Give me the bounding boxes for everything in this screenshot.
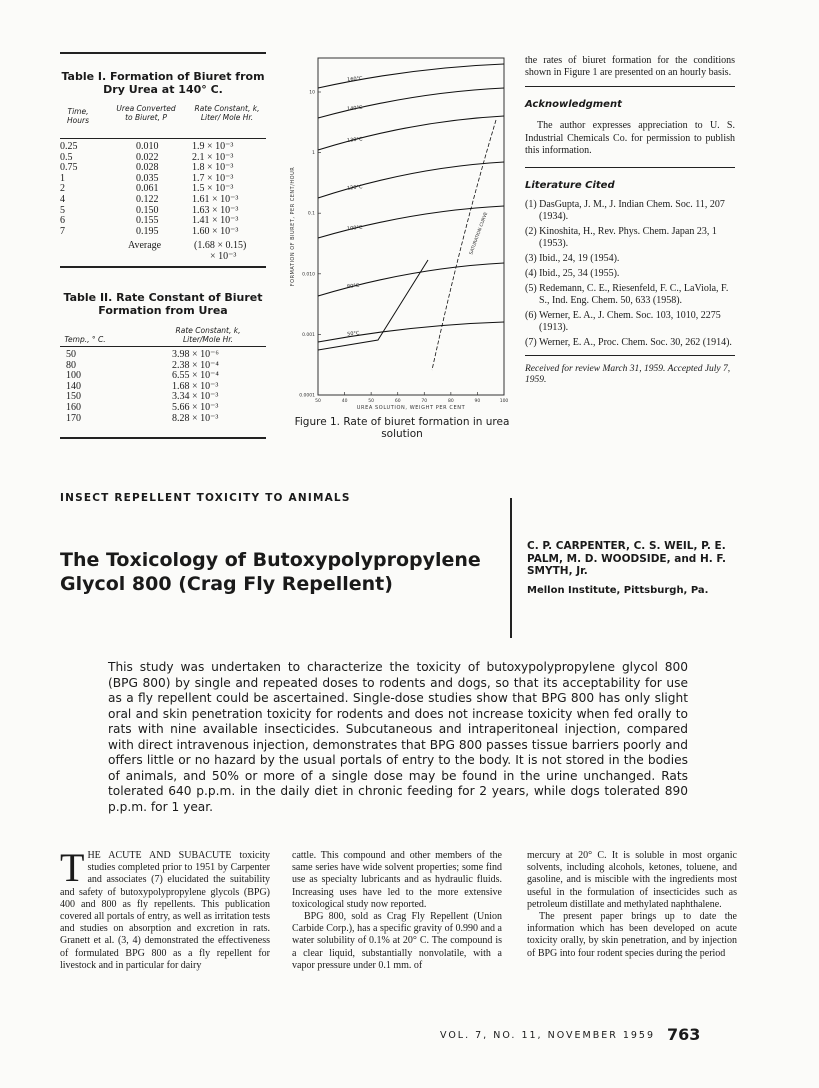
t2-cell: 170 xyxy=(66,412,81,424)
body-col3-para1: mercury at 20° C. It is soluble in most organic solvents, including alcohols, ketones, toluene, and gasoline, and is miscible with the ingredients most useful in the formulation of insecticides such as petroleum distillate and methylated naphthalene. xyxy=(527,850,737,910)
y-tick-label: 0.010 xyxy=(302,272,315,278)
t1-cell: 1.61 × 10⁻³ xyxy=(192,193,239,205)
t2-cell: 160 xyxy=(66,401,81,413)
article-affiliation: Mellon Institute, Pittsburgh, Pa. xyxy=(527,585,709,596)
curve-label: 140°C xyxy=(346,104,363,113)
table2-title: Table II. Rate Constant of Biuret Formation from Urea xyxy=(63,291,263,317)
t1-cell: 0.150 xyxy=(136,204,159,216)
t1-cell: 0.195 xyxy=(136,225,159,237)
t1-row xyxy=(60,163,266,174)
table1-average-exp: × 10⁻³ xyxy=(210,251,237,262)
t1-cell: 1.60 × 10⁻³ xyxy=(192,225,239,237)
t1-row xyxy=(60,153,266,164)
t1-cell: 2.1 × 10⁻³ xyxy=(192,151,234,163)
t1-cell: 0.061 xyxy=(136,183,159,195)
y-tick-label: 0.0001 xyxy=(299,393,315,399)
curve-label: 100°C xyxy=(346,224,363,233)
t2-row xyxy=(60,382,266,393)
table1-average-label: Average xyxy=(128,240,162,251)
x-tick-label: 40 xyxy=(341,399,348,404)
article-authors: C. P. CARPENTER, C. S. WEIL, P. E. PALM, M. D. WOODSIDE, and H. F. SMYTH, Jr. xyxy=(527,540,727,577)
t2-row xyxy=(60,392,266,403)
table2-header-rate: Rate Constant, k, Liter/Mole Hr. xyxy=(175,326,241,344)
t1-cell: 0.75 xyxy=(60,162,78,174)
t1-cell: 7 xyxy=(60,225,65,237)
temperature-curve xyxy=(318,162,504,198)
right-intro-text: the rates of biuret formation for the conditions shown in Figure 1 are presented on an hourly basis. xyxy=(525,55,735,79)
table1-header-urea: Urea Converted to Biuret, P xyxy=(116,104,176,122)
t2-row xyxy=(60,361,266,372)
body-column-3 xyxy=(527,850,737,960)
figure1-caption: Figure 1. Rate of biuret formation in urea solution xyxy=(294,416,510,440)
t1-cell: 0.5 xyxy=(60,151,73,163)
t1-cell: 1.8 × 10⁻³ xyxy=(192,162,234,174)
table1-body xyxy=(60,142,266,237)
article-title-line2: Glycol 800 (Crag Fly Repellent) xyxy=(60,573,393,595)
t1-cell: 1.63 × 10⁻³ xyxy=(192,204,239,216)
table1-title: Table I. Formation of Biuret from Dry Urea at 140° C. xyxy=(61,70,265,96)
table2-body xyxy=(60,350,266,424)
table1-top-rule xyxy=(60,52,266,54)
table1-bottom-rule xyxy=(60,266,266,268)
t2-cell: 80 xyxy=(66,359,76,371)
x-tick-label: 50 xyxy=(368,399,375,404)
curve-label: 120°C xyxy=(346,184,363,192)
x-tick-label: 60 xyxy=(394,399,401,404)
t1-cell: 1.9 × 10⁻³ xyxy=(192,141,234,152)
t1-cell: 0.155 xyxy=(136,215,159,227)
page-number: 763 xyxy=(667,1025,701,1044)
received-note: Received for review March 31, 1959. Accepted July 7, 1959. xyxy=(525,364,731,386)
curve-label: 50°C xyxy=(346,330,360,338)
t2-row xyxy=(60,403,266,414)
t2-cell: 2.38 × 10⁻⁴ xyxy=(172,359,219,371)
curve-label: 130°C xyxy=(346,136,363,144)
x-tick-label: 50 xyxy=(315,399,321,404)
body-column-2 xyxy=(292,850,502,972)
t2-cell: 5.66 × 10⁻³ xyxy=(172,401,219,413)
x-tick-label: 90 xyxy=(474,399,481,404)
t1-cell: 4 xyxy=(60,193,65,205)
y-axis-label: FORMATION OF BIURET, PER CENT/HOUR xyxy=(290,166,296,287)
t2-cell: 1.68 × 10⁻³ xyxy=(172,380,219,392)
t1-cell: 0.010 xyxy=(136,141,159,152)
figure1-chart xyxy=(282,50,512,415)
temperature-curve xyxy=(318,322,504,342)
reference-item: (4) Ibid., 25, 34 (1955). xyxy=(525,268,620,280)
table2-header-temp: Temp., ° C. xyxy=(64,335,106,344)
t1-row xyxy=(60,174,266,185)
t1-row xyxy=(60,142,266,153)
x-tick-label: 100 xyxy=(499,399,509,404)
reference-item: (2) Kinoshita, H., Rev. Phys. Chem. Japan 23, 1 (1953). xyxy=(525,226,717,250)
t1-cell: 1.41 × 10⁻³ xyxy=(192,215,239,227)
body-col1-text: HE ACUTE AND SUBACUTE toxicity studies completed prior to 1951 by Carpenter and associates (7) elucidated the suitability and safety of butoxypolypropylene glycols (BPG) 400 and 800 as fly repellents. This publication covered all portals of entry, as well as irritation tests and studies on absorption and excretion in rats. Granett et al. (3, 4) demonstrated the effectiveness of formulated BPG 800 as a fly repellent for livestock and in particular for dairy xyxy=(60,850,270,971)
t2-row xyxy=(60,371,266,382)
y-tick-label: 1 xyxy=(312,151,315,157)
x-tick-label: 70 xyxy=(421,399,428,404)
table1-header-time: Time, Hours xyxy=(67,107,89,125)
dropcap-letter: T xyxy=(60,845,85,890)
t2-cell: 6.55 × 10⁻⁴ xyxy=(172,370,219,382)
curve-label: 160°C xyxy=(346,75,363,84)
temperature-curve xyxy=(318,88,504,118)
t1-row xyxy=(60,195,266,206)
t2-cell: 50 xyxy=(66,349,76,360)
article-title xyxy=(60,548,481,596)
temperature-curve xyxy=(318,263,504,296)
t1-cell: 0.122 xyxy=(136,193,159,205)
reference-item: (7) Werner, E. A., Proc. Chem. Soc. 30, 262 (1914). xyxy=(525,337,732,349)
acknowledgment-text: The author expresses appreciation to U. S. Industrial Chemicals Co. for permission to publish this information. xyxy=(525,120,735,156)
section-heading: INSECT REPELLENT TOXICITY TO ANIMALS xyxy=(60,492,351,504)
table2-header-rule xyxy=(60,346,266,347)
reference-list xyxy=(525,199,735,349)
table1-average-value: (1.68 × 0.15) xyxy=(194,240,247,251)
header-divider xyxy=(510,498,512,638)
t1-cell: 6 xyxy=(60,215,65,227)
x-tick-label: 80 xyxy=(447,399,454,404)
t1-cell: 1.7 × 10⁻³ xyxy=(192,172,234,184)
y-tick-label: 0.1 xyxy=(307,211,315,217)
t1-cell: 0.25 xyxy=(60,141,78,152)
body-col2-para2: BPG 800, sold as Crag Fly Repellent (Union Carbide Corp.), has a specific gravity of 0.990 and a water solubility of 0.1% at 20° C. The compound is a clear liquid, substantially nonvolatile, with a vapor pressure under 0.1 mm. of xyxy=(292,911,502,971)
t2-row xyxy=(60,350,266,361)
reference-item: (1) DasGupta, J. M., J. Indian Chem. Soc. 11, 207 (1934). xyxy=(525,199,725,223)
t1-cell: 5 xyxy=(60,204,65,216)
t2-cell: 100 xyxy=(66,370,81,382)
y-tick-label: 0.001 xyxy=(302,332,315,338)
t1-row xyxy=(60,227,266,238)
t1-cell: 0.022 xyxy=(136,151,159,163)
saturation-curve-label: SATURATION CURVE xyxy=(469,211,490,256)
y-tick-label: 10 xyxy=(309,90,315,96)
article-abstract: This study was undertaken to characterize the toxicity of butoxypolypropylene glycol 800 (BPG 800) by single and repeated doses to rodents and dogs, so that its acceptability for use as a fly repellent could be ascertained. Single-dose studies show that BPG 800 has only slight oral and skin penetration toxicity for rodents and does not increase toxicity when fed orally to rats with nine available insecticides. Subcutaneous and intraperitoneal injection, compared with direct intravenous injection, demonstrates that BPG 800 passes tissue barriers poorly and offers little or no hazard by the usual portals of entry to the body. It is not stored in the bodies of animals, and 50% or more of a single dose may be found in the urine unchanged. Rats tolerated 640 p.p.m. in the daily diet in chronic feeding for 2 years, while dogs tolerated 890 p.p.m. for 1 year. xyxy=(108,660,688,814)
t2-cell: 140 xyxy=(66,380,81,392)
curve-label: 80°C xyxy=(346,282,360,291)
table1-header-rate: Rate Constant, k, Liter/ Mole Hr. xyxy=(194,104,260,122)
t1-cell: 0.028 xyxy=(136,162,159,174)
body-col2-para1: cattle. This compound and other members of the same series have wide solvent properties; some find use as specialty lubricants and as hydraulic fluids. Increasing uses have led to the more extensive toxicological study now reported. xyxy=(292,850,502,910)
reference-item: (6) Werner, E. A., J. Chem. Soc. 103, 1010, 2275 (1913). xyxy=(525,310,721,334)
t2-cell: 8.28 × 10⁻³ xyxy=(172,412,219,424)
t2-cell: 3.34 × 10⁻³ xyxy=(172,391,219,403)
t1-cell: 2 xyxy=(60,183,65,195)
acknowledgment-heading: Acknowledgment xyxy=(525,99,622,111)
t1-cell: 1.5 × 10⁻³ xyxy=(192,183,234,195)
t1-cell: 1 xyxy=(60,172,65,184)
reference-item: (5) Redemann, C. E., Riesenfeld, F. C., LaViola, F. S., Ind. Eng. Chem. 50, 633 (1958). xyxy=(525,283,729,307)
article-title-line1: The Toxicology of Butoxypolypropylene xyxy=(60,549,481,571)
t2-cell: 150 xyxy=(66,391,81,403)
right-intro-rule xyxy=(525,86,735,87)
literature-cited-heading: Literature Cited xyxy=(525,180,615,192)
body-col3-para2: The present paper brings up to date the information which has been developed on acute toxicity orally, by skin penetration, and by injection of BPG into four rodent species during the period xyxy=(527,911,737,959)
x-axis-label: UREA SOLUTION, WEIGHT PER CENT xyxy=(356,405,466,411)
reference-item: (3) Ibid., 24, 19 (1954). xyxy=(525,253,620,265)
table1-header-rule xyxy=(60,138,266,139)
acknowledgment-rule xyxy=(525,167,735,168)
saturation-curve xyxy=(432,120,496,370)
temperature-curve xyxy=(318,64,504,88)
t1-cell: 0.035 xyxy=(136,172,159,184)
references-rule xyxy=(525,355,735,356)
t2-row xyxy=(60,414,266,425)
footer-journal: VOL. 7, NO. 11, NOVEMBER 1959 xyxy=(440,1030,656,1041)
table2-bottom-rule xyxy=(60,437,266,439)
t2-cell: 3.98 × 10⁻⁶ xyxy=(172,349,219,360)
temperature-curve xyxy=(318,116,504,150)
body-column-1 xyxy=(60,845,270,972)
